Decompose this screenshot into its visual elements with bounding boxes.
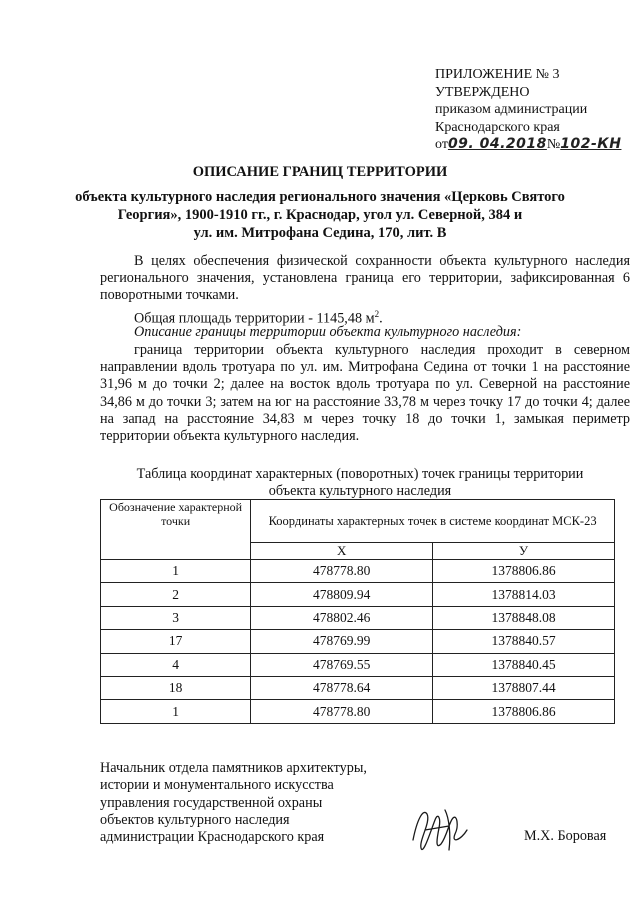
date-prefix: от <box>435 137 448 152</box>
cell-y: 1378814.03 <box>433 583 615 606</box>
cell-y: 1378806.86 <box>433 560 615 583</box>
table-row <box>101 700 615 723</box>
handwritten-date: 09. 04.2018 <box>447 136 547 152</box>
title-line-4: ул. им. Митрофана Седина, 170, лит. В <box>193 225 447 241</box>
table-row <box>101 606 615 629</box>
description-heading: Описание границы территории объекта культурного наследия: <box>134 324 522 340</box>
cell-y: 1378848.08 <box>433 606 615 629</box>
handwritten-signature <box>405 800 475 860</box>
cell-point: 1 <box>101 560 251 583</box>
number-sign: № <box>546 137 561 152</box>
approval-block <box>435 66 635 154</box>
area-end: . <box>379 310 383 327</box>
document-title: ОПИСАНИЕ ГРАНИЦ ТЕРРИТОРИИ <box>192 164 448 180</box>
region-line: Краснодарского края <box>435 119 560 135</box>
intro-paragraph: В целях обеспечения физической сохранности объекта культурного наследия регионального значения, установлена граница его территории, зафиксированная 6 поворотными точками. <box>100 253 630 304</box>
table-row <box>101 653 615 676</box>
cell-x: 478769.55 <box>251 653 433 676</box>
table-row <box>101 560 615 583</box>
table-row <box>101 676 615 699</box>
cell-point: 1 <box>101 700 251 723</box>
cell-point: 3 <box>101 606 251 629</box>
coordinates-table <box>100 499 615 724</box>
cell-y: 1378807.44 <box>433 676 615 699</box>
signatory-line-4: объектов культурного наследия <box>100 811 290 828</box>
table-row <box>101 583 615 606</box>
appendix-label: ПРИЛОЖЕНИЕ № 3 <box>435 67 560 82</box>
cell-point: 17 <box>101 630 251 653</box>
table-row <box>101 630 615 653</box>
area-text: Общая площадь территории - 1145,48 м <box>134 310 375 327</box>
cell-x: 478809.94 <box>251 583 433 606</box>
boundary-description: граница территории объекта культурного наследия проходит в северном направлении вдоль тротуара по ул. им. Митрофана Седина от точки 1 на расстояние 31,96 м до точки 2; далее на восток вдоль тротуара по ул. Северной на расстояние 34,86 м до точки 3; затем на юг на расстояние 33,78 м через точку 17 до точки 4; далее на запад на расстояние 34,83 м через точку 18 до точки 1, замыкая периметр территории объекта культурного наследия. <box>100 342 630 445</box>
cell-x: 478769.99 <box>251 630 433 653</box>
header-coords: Координаты характерных точек в системе координат МСК-23 <box>251 500 615 543</box>
cell-y: 1378840.57 <box>433 630 615 653</box>
cell-point: 4 <box>101 653 251 676</box>
cell-x: 478778.80 <box>251 700 433 723</box>
cell-x: 478778.80 <box>251 560 433 583</box>
table-caption-line-2: объекта культурного наследия <box>268 483 452 499</box>
header-point: Обозначение характерной точки <box>101 500 251 560</box>
cell-y: 1378806.86 <box>433 700 615 723</box>
approved-label: УТВЕРЖДЕНО <box>435 84 530 100</box>
order-line: приказом администрации <box>435 102 588 117</box>
signatory-block <box>100 760 367 846</box>
handwritten-number: 102-КН <box>560 136 622 152</box>
cell-point: 18 <box>101 676 251 699</box>
cell-x: 478778.64 <box>251 676 433 699</box>
signatory-line-2: истории и монументального искусства <box>100 777 334 794</box>
title-line-3: Георгия», 1900-1910 гг., г. Краснодар, угол ул. Северной, 384 и <box>117 207 523 223</box>
signatory-line-3: управления государственной охраны <box>100 794 323 811</box>
table-header-row <box>101 500 615 543</box>
signatory-line-1: Начальник отдела памятников архитектуры, <box>100 760 367 776</box>
cell-x: 478802.46 <box>251 606 433 629</box>
header-x: X <box>251 543 433 560</box>
cell-point: 2 <box>101 583 251 606</box>
table-caption-line-1: Таблица координат характерных (поворотных) точек границы территории <box>136 466 584 482</box>
header-y: У <box>433 543 615 560</box>
cell-y: 1378840.45 <box>433 653 615 676</box>
signatory-line-5: администрации Краснодарского края <box>100 829 325 846</box>
date-line <box>435 136 635 154</box>
signatory-name: М.Х. Боровая <box>524 828 607 844</box>
area-superscript: 2 <box>374 309 380 319</box>
title-line-2: объекта культурного наследия регионального значения «Церковь Святого <box>75 189 565 205</box>
